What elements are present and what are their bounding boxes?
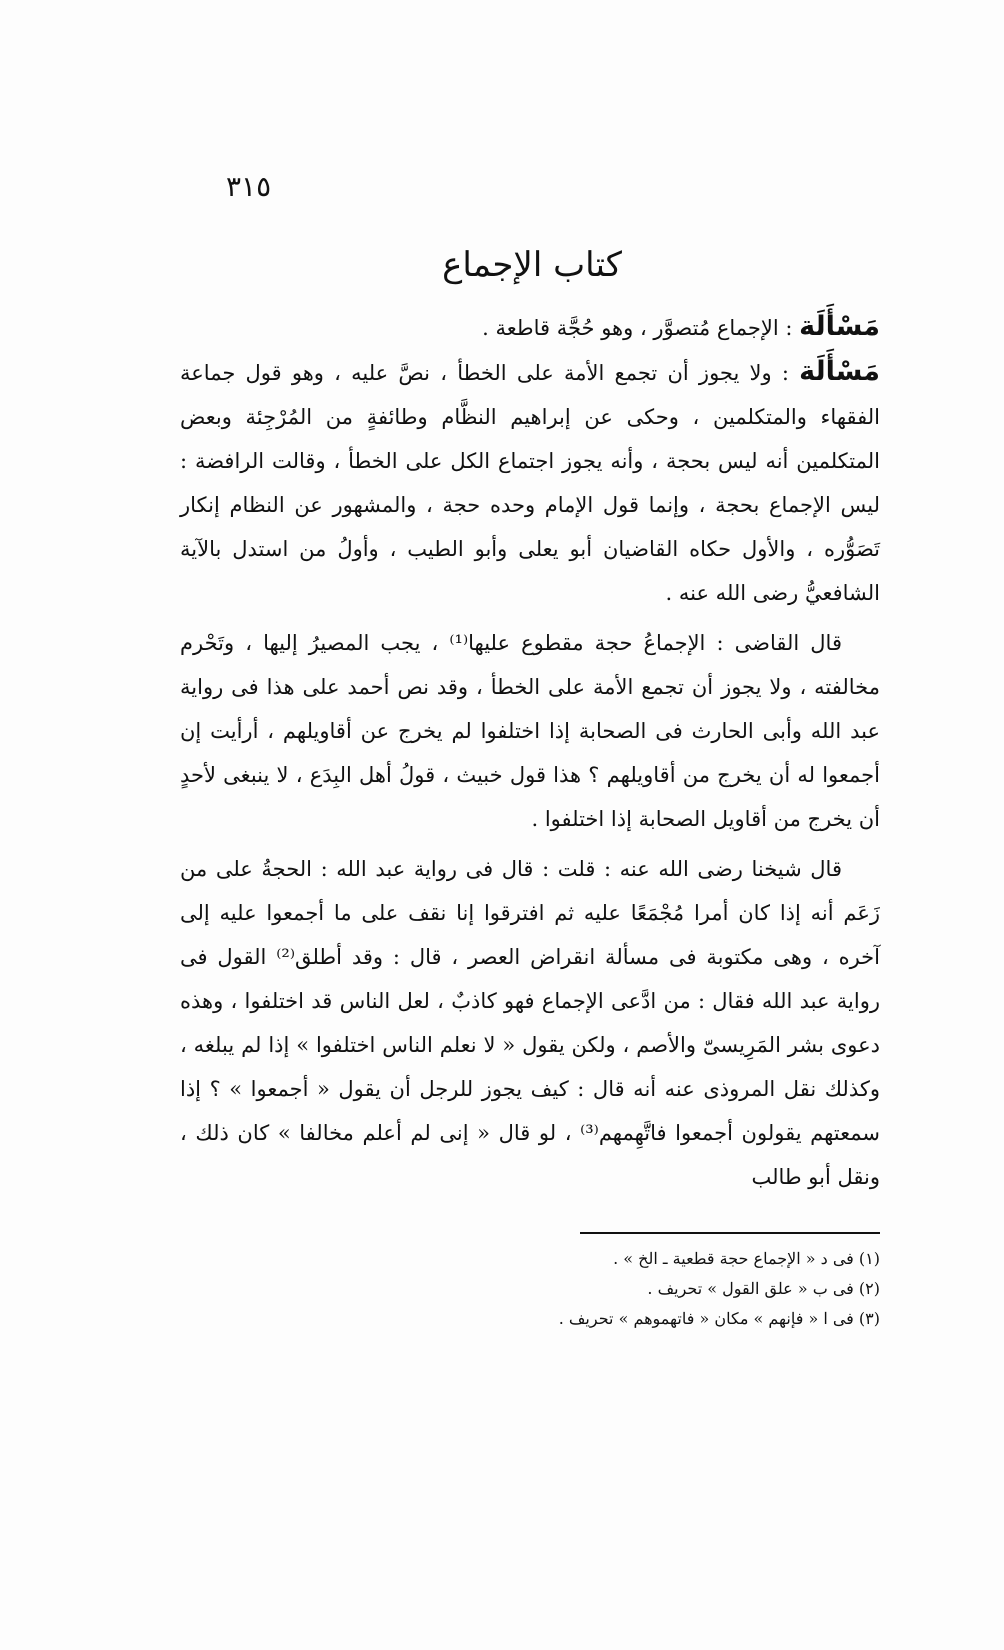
paragraph-text: قال شيخنا رضى الله عنه : قلت : قال فى رواية عبد الله : الحجةُ على من زَعَم أنه إذا كان أمرا مُجْمَعًا عليه ثم افترقوا إنا نقف على ما أجمعوا عليه إلى آخره ، وهى مكتوبة فى مسألة انقراض العصر ، قال : وقد أطلق⁽²⁾ القول فى رواية عبد الله فقال : من ادَّعى الإجماع فهو كاذبٌ ، لعل الناس قد اختلفوا ، وهذه دعوى بشر المَرِيسىّ والأصم ، ولكن يقول « لا نعلم الناس اختلفوا » إذا لم يبلغه ، وكذلك نقل المروذى عنه أنه قال : كيف يجوز للرجل أن يقول « أجمعوا » ؟ إذا سمعتهم يقولون أجمعوا فاتَّهِمهم⁽³⁾ ، لو قال « إنى لم أعلم مخالفا » كان ذلك ، ونقل أبو طالب <box>180 857 880 1189</box>
paragraph-issue-1 <box>180 305 880 350</box>
paragraph-text: : الإجماع مُتصوَّر ، وهو حُجَّة قاطعة . <box>482 316 800 340</box>
paragraph-issue-2 <box>180 350 880 615</box>
footnote-2: (٢) فى ب « علق القول » تحريف . <box>647 1279 880 1298</box>
page-number: ٣١٥ <box>226 170 272 203</box>
issue-term: مَسْأَلَة <box>799 356 880 387</box>
paragraph-shaykh <box>180 847 880 1199</box>
issue-term: مَسْأَلَة <box>799 311 880 342</box>
footnote-divider <box>580 1232 880 1234</box>
footnote-1: (١) فى د « الإجماع حجة قطعية ـ الخ » . <box>613 1249 880 1268</box>
chapter-title: كتاب الإجماع <box>442 245 622 285</box>
footnotes <box>380 1244 880 1334</box>
footnote-3: (٣) فى ا « فإنهم » مكان « فاتهموهم » تحريف . <box>558 1309 880 1328</box>
body-text <box>180 305 880 1199</box>
paragraph-text: قال القاضى : الإجماعُ حجة مقطوع عليها⁽¹⁾ ، يجب المصيرُ إليها ، وتَحْرم مخالفته ، ولا يجوز أن تجمع الأمة على الخطأ ، وقد نص أحمد على هذا فى رواية عبد الله وأبى الحارث فى الصحابة إذا اختلفوا لم يخرج عن أقاويلهم ، أرأيت إن أجمعوا له أن يخرج من أقاويلهم ؟ هذا قول خبيث ، قولُ أهل البِدَع ، لا ينبغى لأحدٍ أن يخرج من أقاويل الصحابة إذا اختلفوا . <box>180 631 880 831</box>
paragraph-text: : ولا يجوز أن تجمع الأمة على الخطأ ، نصَّ عليه ، وهو قول جماعة الفقهاء والمتكلمين ، وحكى عن إبراهيم النظَّام وطائفةٍ من المُرْجِئة وبعض المتكلمين أنه ليس بحجة ، وأنه يجوز اجتماع الكل على الخطأ ، وقالت الرافضة : ليس الإجماع بحجة ، وإنما قول الإمام وحده حجة ، والمشهور عن النظام إنكار تَصَوُّره ، والأول حكاه القاضيان أبو يعلى وأبو الطيب ، وأولُ من استدل بالآية الشافعيُّ رضى الله عنه . <box>180 361 880 605</box>
paragraph-qadi <box>180 621 880 841</box>
